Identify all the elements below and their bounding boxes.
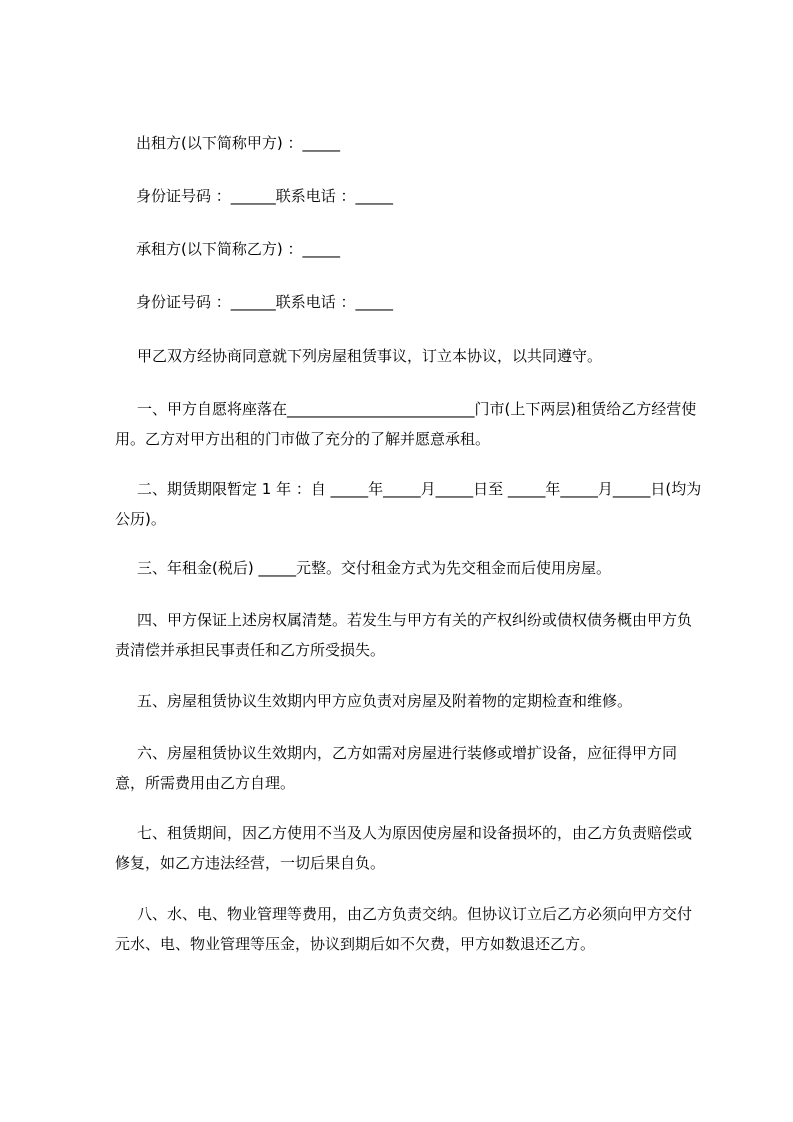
lessee-id-line: 身份证号码 ：______联系电话 ：_____ xyxy=(136,293,394,311)
intro-paragraph: 甲乙双方经协商同意就下列房屋租赁事议，订立本协议，以共同遵守。 xyxy=(137,347,603,365)
clause-8: 八、水、电、物业管理等费用，由乙方负责交纳。但协议订立后乙方必须向甲方交付 元水、电、物业管理等压金，协议到期后如不欠费，甲方如数退还乙方。 xyxy=(115,905,693,953)
clause-3: 三、年租金(税后) _____元整。交付租金方式为先交租金而后使用房屋。 xyxy=(137,559,611,577)
lessor-id-line: 身份证号码 ：______联系电话 ：_____ xyxy=(136,187,394,205)
clause-7: 七、租赁期间，因乙方使用不当及人为原因使房屋和设备损坏的，由乙方负责赔偿或修复，如乙方违法经营，一切后果自负。 xyxy=(115,824,693,872)
lessor-line: 出租方(以下简称甲方) ：_____ xyxy=(136,134,340,152)
clause-2: 二、期赁期限暂定 1 年 ：自 _____年_____月_____日至 _____年_____月_____日(均为公历)。 xyxy=(115,480,702,528)
clause-1: 一、甲方自愿将座落在_________________________门市(上下两层)租赁给乙方经营使用。乙方对甲方出租的门市做了充分的了解并愿意承租。 xyxy=(115,400,697,448)
clause-5: 五、房屋租赁协议生效期内甲方应负责对房屋及附着物的定期检查和维修。 xyxy=(137,692,633,710)
clause-4: 四、甲方保证上述房权属清楚。若发生与甲方有关的产权纠纷或债权债务概由甲方负责清偿并承担民事责任和乙方所受损失。 xyxy=(115,611,693,659)
clause-6: 六、房屋租赁协议生效期内，乙方如需对房屋进行装修或增扩设备，应征得甲方同意，所需费用由乙方自理。 xyxy=(115,744,678,792)
lessee-line: 承租方(以下简称乙方) ：_____ xyxy=(136,240,340,258)
